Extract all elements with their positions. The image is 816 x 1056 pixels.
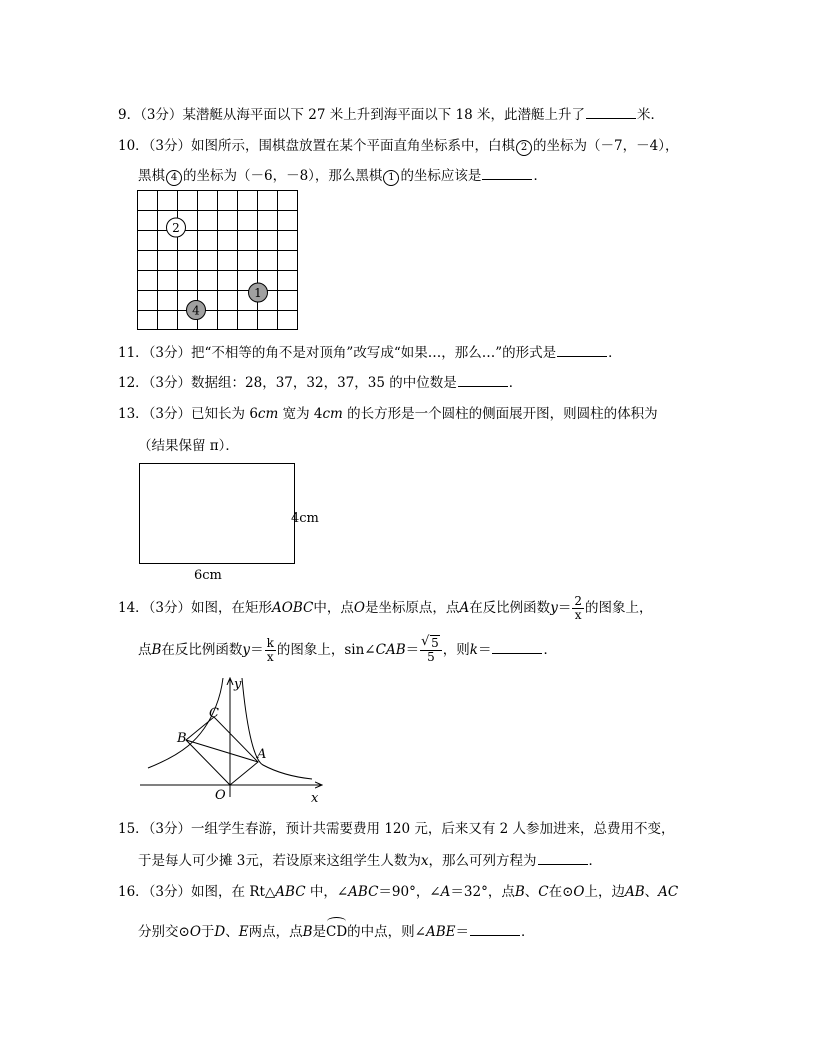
q14-number: 14．（3分） xyxy=(118,600,192,616)
q16-sep-3: 、 xyxy=(225,924,239,940)
go-board-grid xyxy=(137,190,298,330)
q15-text-d: ． xyxy=(588,853,603,869)
q15-text-a: 一组学生春游，预计共需要费用 120 元，后来又有 2 人参加进来，总费用不变， xyxy=(191,821,675,837)
q10-text: 如图所示，围棋盘放置在某个平面直角坐标系中，白棋 xyxy=(191,138,516,154)
q10-number: 10．（3分） xyxy=(118,138,192,154)
label-c: C xyxy=(209,706,219,721)
black-stone-4-label: 4 xyxy=(192,303,200,318)
q16-text-h: 于 xyxy=(200,924,215,940)
q10-text-b: 的坐标为（－7，－4）， xyxy=(533,138,679,154)
q13-length: 6 xyxy=(249,406,258,422)
q14-f3-radicand: 5 xyxy=(431,636,439,650)
q14-eq-3: ＝ xyxy=(405,642,420,658)
white-stone-2-inline: 2 xyxy=(516,140,532,156)
q16-text-g: 分别交⊙ xyxy=(138,924,190,940)
q16-circle-o: O xyxy=(573,884,585,900)
curve-y-k-over-x xyxy=(148,678,223,768)
question-10-cont xyxy=(138,166,547,186)
q14-point-o: O xyxy=(353,600,365,616)
label-b: B xyxy=(177,731,187,746)
question-10 xyxy=(118,137,678,156)
black-stone-4 xyxy=(187,301,206,320)
q13-text-d: （结果保留 π）． xyxy=(138,438,239,454)
q14-f2-num: k xyxy=(266,636,274,650)
label-a: A xyxy=(257,747,267,762)
q14-k: k xyxy=(469,642,478,658)
q12-text: 数据组：28，37，32，37，35 的中位数是 xyxy=(191,375,457,391)
q14-text-c: 是坐标原点，点 xyxy=(364,600,460,616)
q11-answer-blank[interactable] xyxy=(557,343,607,357)
q10-text-e: 的坐标应该是 xyxy=(400,168,482,184)
q13-width: 4 xyxy=(313,406,323,422)
label-x: x xyxy=(311,791,319,806)
q13-unit-1: cm xyxy=(257,406,279,422)
q16-text-b: 中，∠ xyxy=(305,884,349,900)
question-12 xyxy=(118,373,522,392)
q15-number: 15．（3分） xyxy=(118,821,192,837)
label-y: y xyxy=(234,677,242,692)
q16-text-k: 的中点，则∠ xyxy=(347,924,426,940)
q16-answer-blank[interactable] xyxy=(470,922,520,936)
q16-point-b: B xyxy=(514,884,525,900)
q15-text-b: 于是每人可少摊 3元，若设原来这组学生人数为 xyxy=(138,853,421,869)
q16-text-c: ＝90°，∠ xyxy=(378,884,441,900)
q14-text-b: 中，点 xyxy=(313,600,354,616)
q16-triangle-abc: ABC xyxy=(275,884,306,900)
q13-unit-2: cm xyxy=(322,406,343,422)
q14-text-j: ． xyxy=(543,642,557,658)
q9-text: 某潜艇从海平面以下 27 米上升到海平面以下 18 米，此潜艇上升了 xyxy=(182,107,585,123)
q10-answer-blank[interactable] xyxy=(482,166,532,180)
q11-text: 把“不相等的角不是对顶角”改写成“如果…，那么…”的形式是 xyxy=(191,345,557,361)
black-stone-1 xyxy=(249,283,268,302)
q14-text-g: 在反比例函数 xyxy=(161,642,243,658)
q14-y-2: y xyxy=(242,642,251,658)
curve-y-2-over-x xyxy=(242,678,312,779)
q14-rect-name: AOBC xyxy=(272,600,314,616)
question-13 xyxy=(118,405,658,423)
q14-answer-blank[interactable] xyxy=(492,640,542,654)
question-13-cont xyxy=(138,437,239,455)
sqrt-icon xyxy=(422,637,440,650)
q14-text-f: 点 xyxy=(138,642,152,658)
q9-number: 9．（3分） xyxy=(118,107,183,123)
q16-point-e: E xyxy=(238,924,249,940)
q16-angle-a: A xyxy=(440,884,451,900)
q16-point-c: C xyxy=(538,884,549,900)
q14-point-b: B xyxy=(151,642,162,658)
q9-answer-blank[interactable] xyxy=(586,105,636,119)
q16-side-ac: AC xyxy=(658,884,679,900)
q16-sep-2: 、 xyxy=(644,884,659,900)
q16-text-i: 两点，点 xyxy=(248,924,303,940)
q13-text-c: 的长方形是一个圆柱的侧面展开图，则圆柱的体积为 xyxy=(342,406,658,422)
q13-rectangle-figure xyxy=(139,463,295,564)
q15-answer-blank[interactable] xyxy=(538,851,588,865)
black-stone-1-label: 1 xyxy=(254,286,262,300)
q14-f1-num: 2 xyxy=(574,594,582,608)
q14-fraction-2-over-x xyxy=(572,595,584,622)
q16-angle-abc: ABC xyxy=(348,884,379,900)
q12-answer-blank[interactable] xyxy=(458,373,508,387)
q11-number: 11．（3分） xyxy=(118,345,192,361)
q14-text-e: 的图象上， xyxy=(584,600,653,616)
q13-text-a: 已知长为 xyxy=(191,406,250,422)
q11-text-end: ． xyxy=(608,345,622,361)
q16-text-l: ． xyxy=(521,924,535,940)
q14-eq-4: ＝ xyxy=(477,642,492,658)
q16-text-j: 是 xyxy=(312,924,326,940)
q15-x: x xyxy=(420,853,429,869)
black-stone-1-inline: 1 xyxy=(383,170,399,186)
q16-text-f: 上，边 xyxy=(584,884,625,900)
black-stone-4-inline: 4 xyxy=(166,170,182,186)
question-11 xyxy=(118,343,622,362)
go-board-figure xyxy=(137,189,299,331)
q10-text-d: 的坐标为（－6，－8），那么黑棋 xyxy=(183,168,383,184)
q16-point-d: D xyxy=(214,924,226,940)
q13-side-label: 4cm xyxy=(291,511,319,526)
q13-number: 13．（3分） xyxy=(118,406,192,422)
q14-fraction-sqrt5-over-5 xyxy=(420,637,442,664)
q14-f2-den: x xyxy=(265,650,276,664)
q14-text-a: 如图，在矩形 xyxy=(191,600,273,616)
q16-angle-abe: ABE xyxy=(425,924,456,940)
white-stone-2-label: 2 xyxy=(172,221,180,235)
q13-text-b: 宽为 xyxy=(278,406,314,422)
question-15-cont xyxy=(138,851,602,870)
q16-point-b-2: B xyxy=(302,924,313,940)
q14-text-h: 的图象上，sin∠ xyxy=(276,642,376,658)
q16-sep-1: 、 xyxy=(524,884,539,900)
q14-y-1: y xyxy=(550,600,558,616)
question-9 xyxy=(118,105,664,124)
q14-fraction-k-over-x xyxy=(265,637,276,664)
q14-f3-num xyxy=(420,637,442,650)
q13-bottom-label: 6cm xyxy=(194,568,222,583)
q14-point-a: A xyxy=(459,600,470,616)
question-16-cont xyxy=(138,922,535,941)
label-o: O xyxy=(215,788,226,803)
q12-text-end: ． xyxy=(508,375,523,391)
q14-eq-1: ＝ xyxy=(557,600,572,616)
white-stone-2 xyxy=(167,218,186,237)
q15-text-c: ，那么可列方程为 xyxy=(428,853,537,869)
q16-side-ab: AB xyxy=(625,884,645,900)
q14-text-d: 在反比例函数 xyxy=(469,600,551,616)
q14-f1-den: x xyxy=(572,608,584,622)
arc-cd: CD xyxy=(326,924,348,940)
question-14-cont xyxy=(138,637,557,664)
q10-text-c: 黑棋 xyxy=(138,168,165,184)
q14-f3-den: 5 xyxy=(420,650,442,664)
q14-text-i: ，则 xyxy=(442,642,470,658)
q14-angle-cab: CAB xyxy=(375,642,406,658)
question-15 xyxy=(118,820,675,838)
q16-number: 16．（3分） xyxy=(118,884,192,900)
q9-text-end: 米． xyxy=(636,107,664,123)
q16-text-a: 如图，在 Rt△ xyxy=(191,884,276,900)
q16-circle-o-2: O xyxy=(189,924,201,940)
q16-eq: ＝ xyxy=(455,924,469,940)
q16-text-d: ＝32°，点 xyxy=(450,884,515,900)
q12-number: 12．（3分） xyxy=(118,375,192,391)
q16-text-e: 在⊙ xyxy=(548,884,574,900)
question-16 xyxy=(118,883,678,901)
question-14 xyxy=(118,595,652,622)
q14-eq-2: ＝ xyxy=(250,642,264,658)
q14-graph-figure xyxy=(138,672,338,812)
q10-text-f: ． xyxy=(533,168,547,184)
